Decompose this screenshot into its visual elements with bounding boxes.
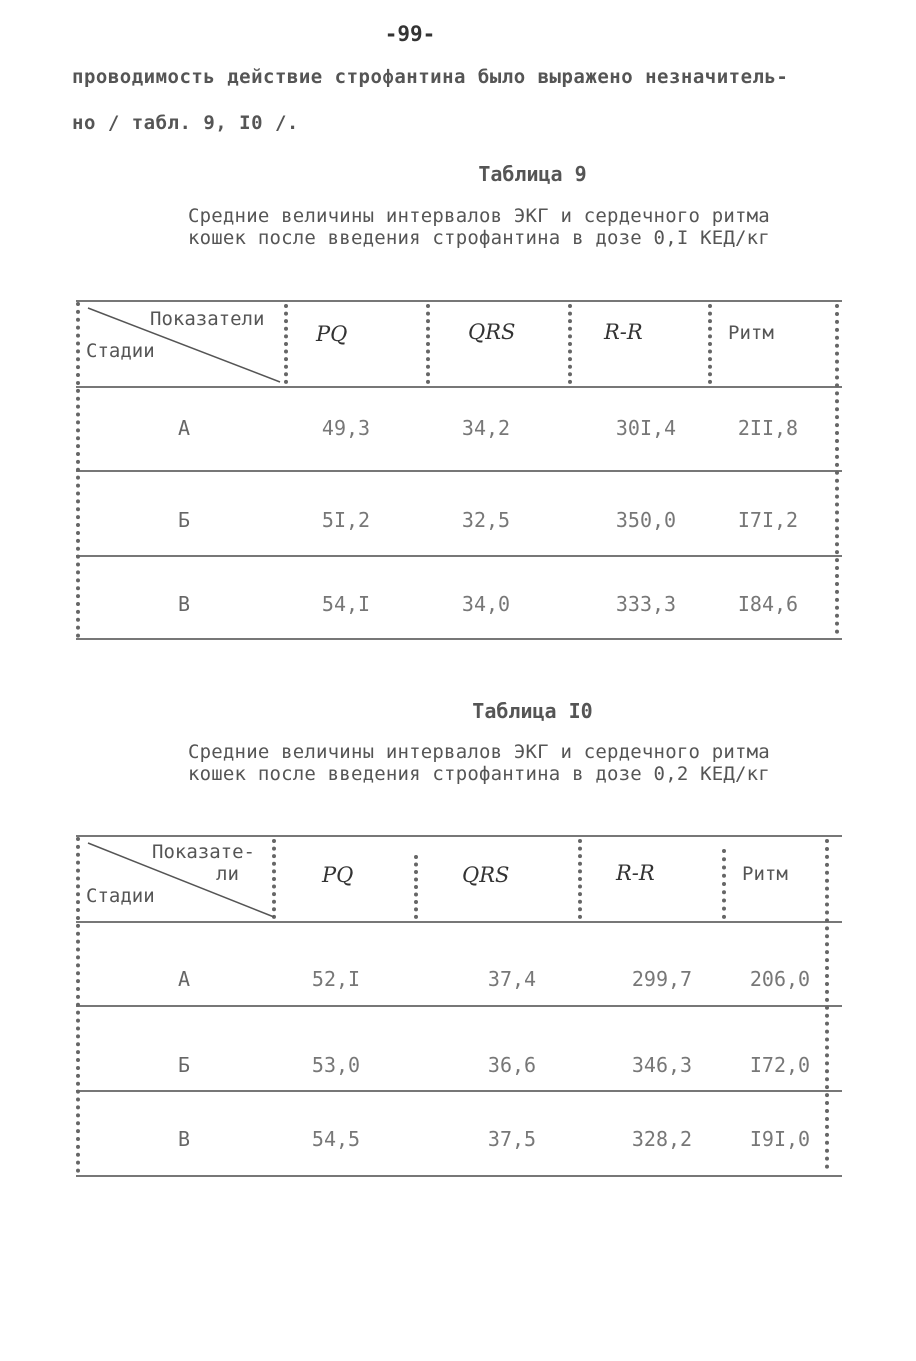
row-stage: Б <box>177 1053 191 1077</box>
table-9 <box>76 300 842 645</box>
cell-pq: 54,I <box>321 592 371 616</box>
row-stage: В <box>177 1127 191 1151</box>
header-qrs: QRS <box>462 863 510 887</box>
table-10-caption <box>188 741 848 785</box>
cell-rr: 346,3 <box>631 1053 693 1077</box>
paragraph-line-2: но / табл. 9, I0 /. <box>72 112 299 134</box>
cell-pq: 5I,2 <box>321 508 371 532</box>
column-separator <box>578 839 582 919</box>
header-qrs: QRS <box>468 320 516 344</box>
cell-qrs: 34,0 <box>461 592 511 616</box>
row-stage: А <box>177 967 191 991</box>
table-rule <box>76 470 842 472</box>
column-separator <box>708 304 712 384</box>
table-9-caption-line-1: Средние величины интервалов ЭКГ и сердечного ритма <box>188 205 770 227</box>
header-rhythm: Ритм <box>742 863 788 885</box>
column-separator <box>414 855 418 919</box>
cell-pq: 53,0 <box>311 1053 361 1077</box>
column-separator <box>76 837 80 1173</box>
column-separator <box>76 302 80 638</box>
table-rule <box>76 300 842 302</box>
cell-pq: 52,I <box>311 967 361 991</box>
page-number: -99- <box>384 22 436 46</box>
cell-rhythm: 2II,8 <box>737 416 799 440</box>
table-rule <box>76 1090 842 1092</box>
cell-rhythm: I72,0 <box>749 1053 811 1077</box>
table-10 <box>76 835 842 1180</box>
table-10-caption-line-1: Средние величины интервалов ЭКГ и сердечного ритма <box>188 741 770 763</box>
header-indicators: Показатели <box>150 308 265 330</box>
cell-qrs: 34,2 <box>461 416 511 440</box>
table-rule <box>76 1005 842 1007</box>
cell-rhythm: I84,6 <box>737 592 799 616</box>
table-rule <box>76 555 842 557</box>
cell-qrs: 37,5 <box>487 1127 537 1151</box>
table-9-title: Таблица 9 <box>478 162 587 186</box>
header-stages: Стадии <box>86 885 155 907</box>
paragraph-line-1: проводимость действие строфантина было выражено незначитель- <box>72 66 789 88</box>
cell-pq: 49,3 <box>321 416 371 440</box>
row-stage: Б <box>177 508 191 532</box>
cell-rr: 350,0 <box>615 508 677 532</box>
table-rule <box>76 921 842 923</box>
column-separator <box>426 304 430 384</box>
cell-qrs: 36,6 <box>487 1053 537 1077</box>
cell-qrs: 37,4 <box>487 967 537 991</box>
cell-qrs: 32,5 <box>461 508 511 532</box>
table-rule <box>76 638 842 640</box>
header-stages: Стадии <box>86 340 155 362</box>
header-rr: R-R <box>616 861 655 885</box>
header-pq: PQ <box>316 322 348 346</box>
column-separator <box>722 849 726 919</box>
table-rule <box>76 835 842 837</box>
table-10-title: Таблица I0 <box>472 699 593 723</box>
table-10-caption-line-2: кошек после введения строфантина в дозе 0,2 КЕД/кг <box>188 763 770 785</box>
table-rule <box>76 1175 842 1177</box>
cell-rr: 333,3 <box>615 592 677 616</box>
cell-rhythm: I9I,0 <box>749 1127 811 1151</box>
cell-rr: 328,2 <box>631 1127 693 1151</box>
cell-pq: 54,5 <box>311 1127 361 1151</box>
header-indicators: Показате- <box>152 841 255 863</box>
row-stage: В <box>177 592 191 616</box>
cell-rhythm: I7I,2 <box>737 508 799 532</box>
header-rhythm: Ритм <box>728 322 774 344</box>
table-9-caption <box>188 205 848 249</box>
table-9-caption-line-2: кошек после введения строфантина в дозе 0,I КЕД/кг <box>188 227 770 249</box>
column-separator <box>284 304 288 384</box>
header-pq: PQ <box>322 863 354 887</box>
column-separator <box>835 304 839 634</box>
row-stage: А <box>177 416 191 440</box>
header-rr: R-R <box>604 320 643 344</box>
cell-rhythm: 206,0 <box>749 967 811 991</box>
column-separator <box>568 304 572 384</box>
header-indicators-cont: ли <box>216 863 239 885</box>
column-separator <box>825 839 829 1169</box>
table-rule <box>76 386 842 388</box>
cell-rr: 299,7 <box>631 967 693 991</box>
cell-rr: 30I,4 <box>615 416 677 440</box>
